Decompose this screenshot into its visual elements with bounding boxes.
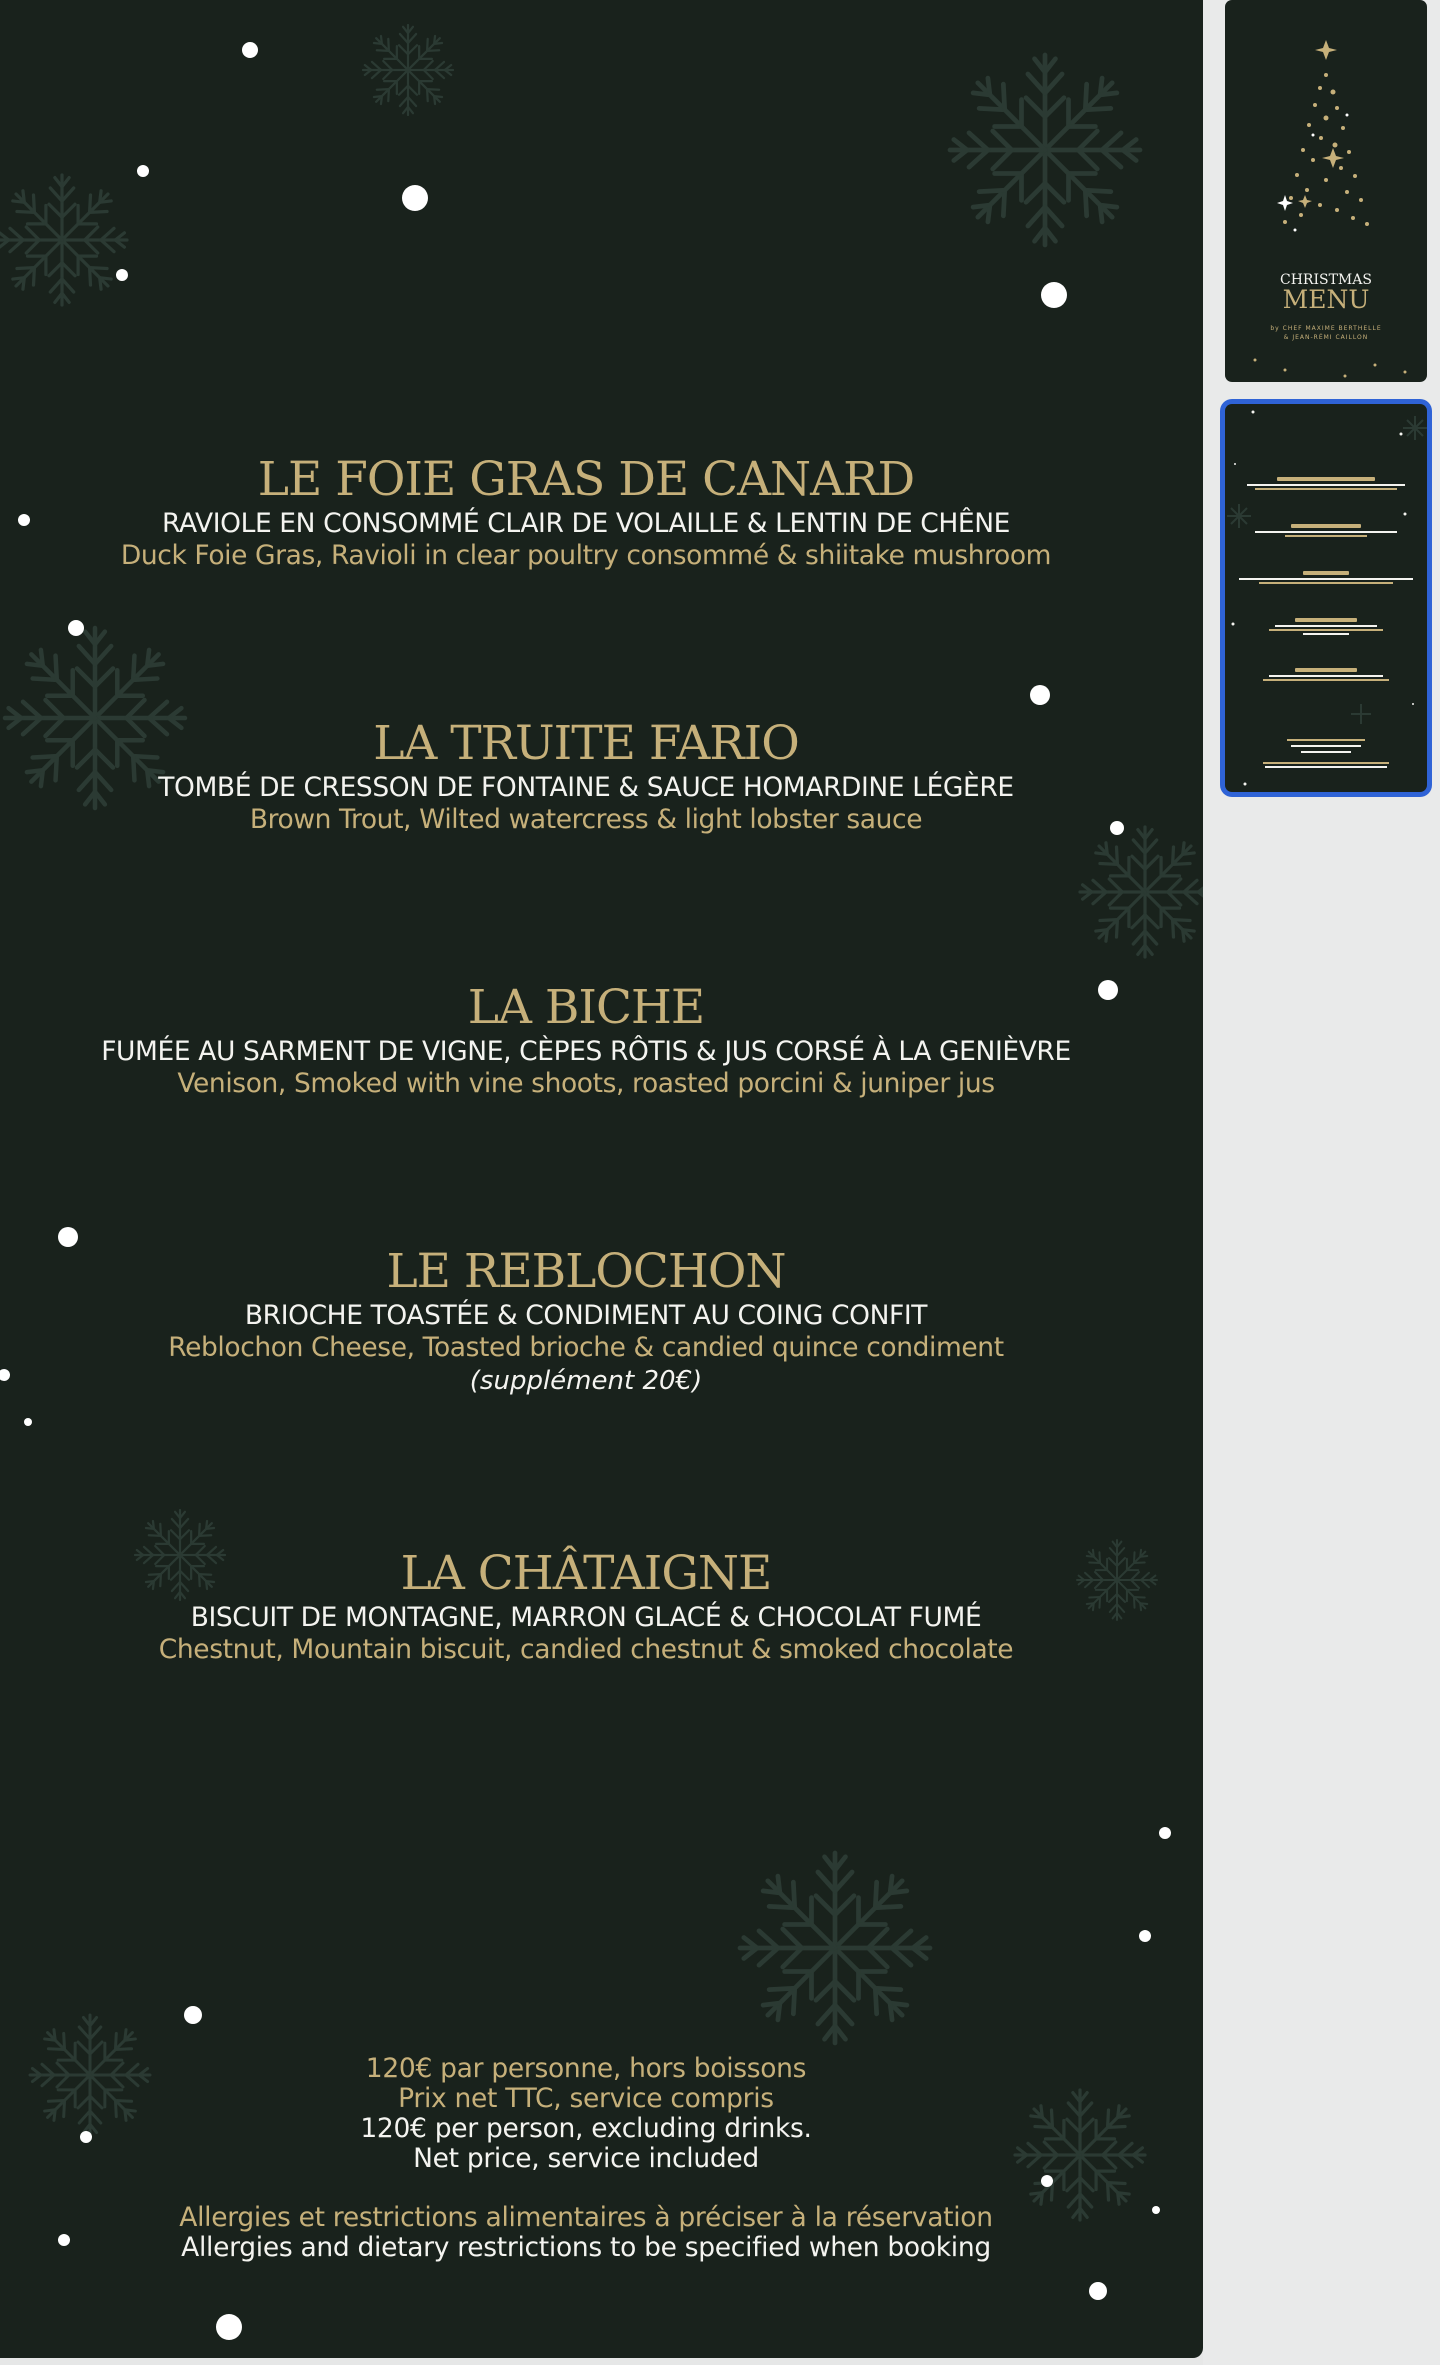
- menu-footer: [0, 2054, 1172, 2263]
- snowflake-icon: [950, 55, 1140, 245]
- course-description-en: Duck Foie Gras, Ravioli in clear poultry consommé & shiitake mushroom: [120, 540, 1052, 571]
- snow-dot-icon: [242, 42, 258, 58]
- snowflake-icon: [363, 25, 453, 115]
- price-en: 120€ per person, excluding drinks.: [360, 2113, 812, 2144]
- thumbnail-credit-2: & JEAN-RÉMI CAILLON: [1283, 334, 1369, 341]
- course-foie-gras: [0, 452, 1172, 572]
- course-description-fr: TOMBÉ DE CRESSON DE FONTAINE & SAUCE HOMARDINE LÉGÈRE: [158, 772, 1014, 803]
- course-title: LA CHÂTAIGNE: [400, 1546, 772, 1601]
- snow-dot-icon: [68, 620, 84, 636]
- page-thumbnail-1[interactable]: [1225, 0, 1427, 382]
- snow-dot-icon: [116, 269, 128, 281]
- course-description-en: Reblochon Cheese, Toasted brioche & candied quince condiment: [168, 1332, 1004, 1363]
- thumbnail-page-preview: [1225, 404, 1427, 792]
- snow-dot-icon: [1139, 1930, 1151, 1942]
- allergy-note-en: Allergies and dietary restrictions to be specified when booking: [181, 2232, 991, 2263]
- course-description-en: Brown Trout, Wilted watercress & light lobster sauce: [249, 804, 923, 835]
- snow-dot-icon: [137, 165, 149, 177]
- course-description-fr: FUMÉE AU SARMENT DE VIGNE, CÈPES RÔTIS & JUS CORSÉ À LA GENIÈVRE: [101, 1036, 1071, 1067]
- page-thumbnail-2[interactable]: [1225, 404, 1427, 792]
- course-supplement: (supplément 20€): [469, 1366, 703, 1396]
- price-note-en: Net price, service included: [413, 2143, 759, 2174]
- course-truite: [0, 716, 1172, 836]
- course-description-fr: BRIOCHE TOASTÉE & CONDIMENT AU COING CONFIT: [244, 1300, 928, 1331]
- course-reblochon: [0, 1244, 1172, 1398]
- course-description-fr: BISCUIT DE MONTAGNE, MARRON GLACÉ & CHOCOLAT FUMÉ: [190, 1602, 982, 1633]
- snow-dot-icon: [1089, 2282, 1107, 2300]
- course-description-en: Venison, Smoked with vine shoots, roasted porcini & juniper jus: [177, 1068, 995, 1099]
- thumbnail-title-small: CHRISTMAS: [1280, 272, 1372, 288]
- price-fr: 120€ par personne, hors boissons: [365, 2053, 807, 2084]
- thumbnail-credit-1: by CHEF MAXIME BERTHELLE: [1270, 325, 1382, 332]
- snow-dot-icon: [184, 2006, 202, 2024]
- snow-dot-icon: [1030, 685, 1050, 705]
- allergy-note-fr: Allergies et restrictions alimentaires à préciser à la réservation: [179, 2202, 993, 2233]
- course-biche: [0, 980, 1172, 1100]
- price-note-fr: Prix net TTC, service compris: [398, 2083, 774, 2114]
- course-title: LE REBLOCHON: [386, 1244, 786, 1299]
- course-description-en: Chestnut, Mountain biscuit, candied chestnut & smoked chocolate: [158, 1634, 1014, 1665]
- course-title: LA BICHE: [467, 980, 705, 1035]
- course-title: LE FOIE GRAS DE CANARD: [257, 452, 915, 507]
- thumbnail-title-large: MENU: [1282, 285, 1370, 314]
- course-description-fr: RAVIOLE EN CONSOMMÉ CLAIR DE VOLAILLE & LENTIN DE CHÊNE: [162, 508, 1010, 539]
- course-title: LA TRUITE FARIO: [373, 716, 799, 771]
- snow-dot-icon: [216, 2314, 242, 2340]
- snow-dot-icon: [402, 185, 428, 211]
- snowflake-icon: [740, 1853, 930, 2043]
- snowflake-icon: [0, 175, 127, 305]
- snow-dot-icon: [1159, 1827, 1171, 1839]
- course-chataigne: [0, 1546, 1172, 1666]
- snow-dot-icon: [24, 1418, 32, 1426]
- snowflake-icon: [1080, 827, 1203, 957]
- snow-dot-icon: [1041, 282, 1067, 308]
